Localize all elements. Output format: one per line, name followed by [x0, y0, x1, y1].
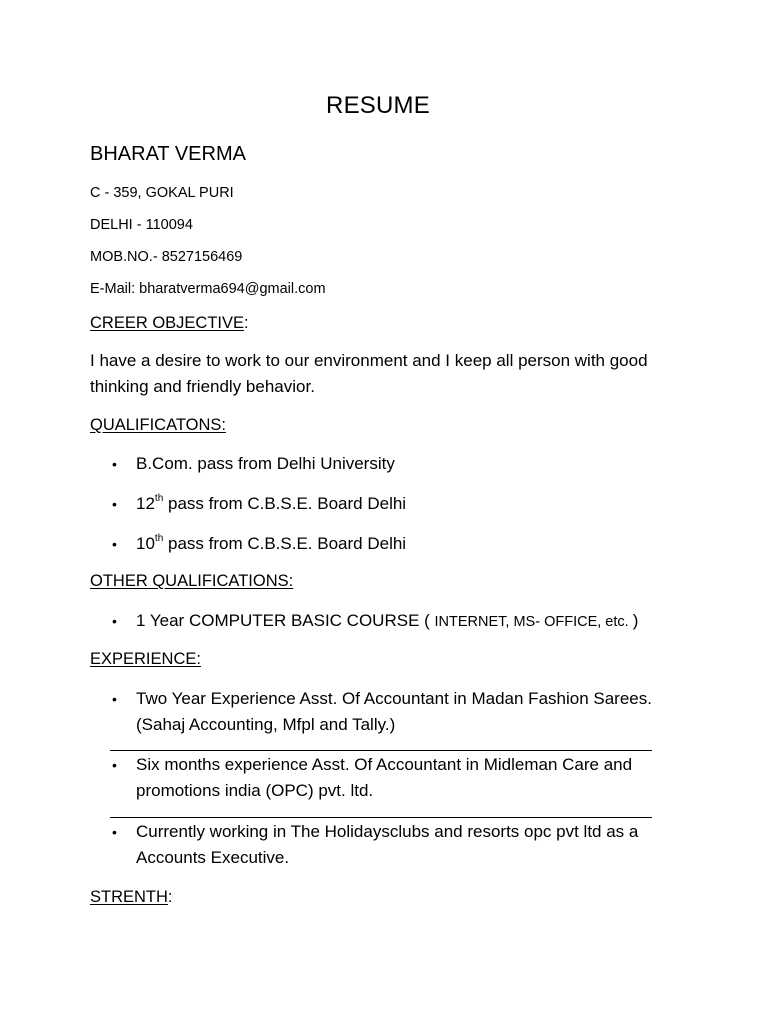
strength-colon: : — [167, 888, 173, 906]
bullet-icon: • — [112, 691, 117, 707]
divider — [110, 750, 652, 751]
other-qualifications-heading: OTHER QUALIFICATIONS: — [90, 572, 294, 590]
qualification-text: B.Com. pass from Delhi University — [136, 454, 395, 473]
address-line-1: C - 359, GOKAL PURI — [90, 185, 234, 201]
divider — [110, 817, 652, 818]
career-objective-heading: CREER OBJECTIVE — [90, 314, 245, 332]
experience-text: Six months experience Asst. Of Accountant in Midleman Care and promotions india (OPC) pvt. ltd. — [136, 755, 633, 800]
experience-text: Two Year Experience Asst. Of Accountant in Madan Fashion Sarees. (Sahaj Accounting, Mfpl and Tally.) — [136, 689, 652, 734]
qualification-text: 12th pass from C.B.S.E. Board Delhi — [136, 493, 407, 513]
bullet-icon: • — [112, 496, 117, 512]
strength-heading: STRENTH — [90, 888, 168, 906]
experience-text: Currently working in The Holidaysclubs and resorts opc pvt ltd as a Accounts Executive. — [136, 822, 639, 867]
career-objective-colon: : — [244, 314, 249, 332]
mobile-number: MOB.NO.- 8527156469 — [90, 249, 243, 265]
applicant-name: BHARAT VERMA — [90, 143, 246, 165]
other-qualification-text: 1 Year COMPUTER BASIC COURSE ( INTERNET, MS- OFFICE, etc. ) — [136, 611, 639, 630]
strength-heading-row — [90, 888, 173, 907]
qualification-text: 10th pass from C.B.S.E. Board Delhi — [136, 533, 407, 553]
page-title: RESUME — [326, 92, 430, 119]
qualifications-heading: QUALIFICATONS: — [90, 416, 226, 434]
bullet-icon: • — [112, 536, 117, 552]
bullet-icon: • — [112, 456, 117, 472]
bullet-icon: • — [112, 824, 117, 840]
career-objective-heading-row — [90, 314, 249, 333]
address-line-2: DELHI - 110094 — [90, 217, 193, 233]
experience-heading: EXPERIENCE: — [90, 650, 201, 668]
career-objective-text: I have a desire to work to our environment and I keep all person with good thinking and friendly behavior. — [90, 351, 648, 396]
bullet-icon: • — [112, 613, 117, 629]
bullet-icon: • — [112, 757, 117, 773]
email-address: E-Mail: bharatverma694@gmail.com — [90, 281, 326, 297]
